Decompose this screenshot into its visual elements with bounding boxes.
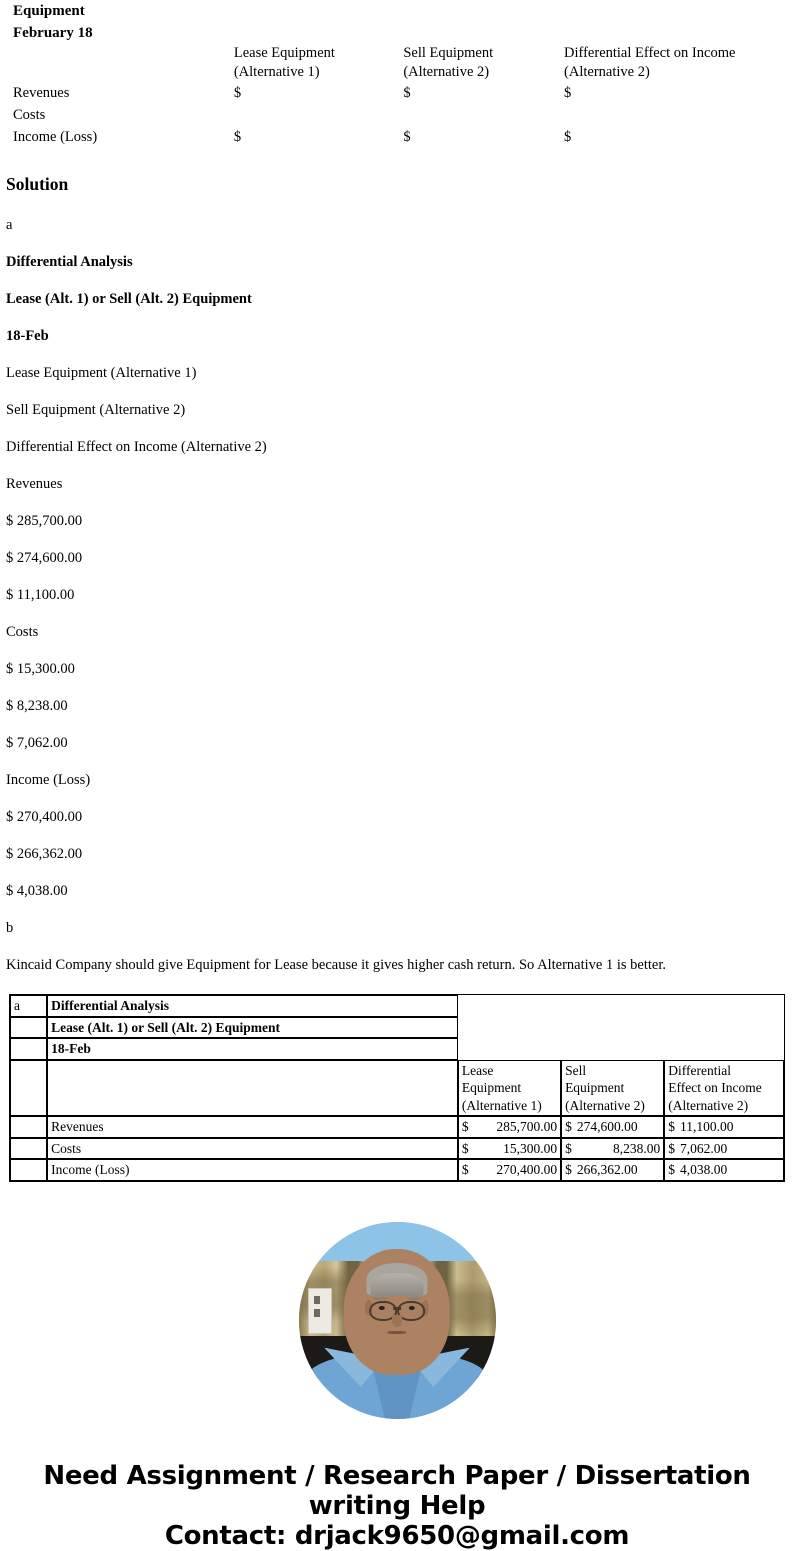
top-header-col-1 bbox=[234, 44, 403, 84]
top-table-row bbox=[0, 128, 794, 150]
table-cell-income-diff bbox=[664, 1159, 784, 1181]
table-row-label: Costs bbox=[47, 1138, 458, 1160]
top-header-col-1-line-1: Lease Equipment bbox=[233, 45, 335, 61]
table-cell-revenues-lease bbox=[458, 1116, 561, 1138]
table-cell-revenues-diff bbox=[664, 1116, 784, 1138]
top-row-value-2 bbox=[403, 106, 564, 128]
currency-symbol: $ bbox=[668, 1119, 675, 1134]
solution-value-costs-lease: $ 15,300.00 bbox=[6, 661, 75, 677]
table-header-sell-line-2: Equipment bbox=[565, 1080, 625, 1095]
table-index-cell-empty bbox=[10, 1060, 47, 1117]
promo-line-1: Need Assignment / Research Paper / Dissertation bbox=[43, 1460, 751, 1491]
amount: 274,600.00 bbox=[576, 1119, 638, 1134]
table-index-cell-empty bbox=[10, 1017, 47, 1039]
currency-symbol: $ bbox=[461, 1119, 469, 1134]
table-cell-revenues-sell bbox=[561, 1116, 664, 1138]
table-index-cell-empty bbox=[10, 1159, 47, 1181]
amount: 7,062.00 bbox=[680, 1140, 728, 1156]
table-cell-income-sell bbox=[561, 1159, 664, 1181]
top-table-header-row bbox=[0, 44, 794, 84]
table-subtitle-cell: Lease (Alt. 1) or Sell (Alt. 2) Equipment bbox=[47, 1017, 458, 1039]
table-index-cell-empty bbox=[10, 1038, 47, 1060]
solution-line-income-loss: Income (Loss) bbox=[6, 772, 91, 788]
table-spacer-cell bbox=[561, 1017, 664, 1039]
table-date-cell: 18-Feb bbox=[47, 1038, 458, 1060]
solution-value-revenues-sell: $ 274,600.00 bbox=[6, 550, 83, 566]
table-row-label: Revenues bbox=[47, 1116, 458, 1138]
amount: 15,300.00 bbox=[503, 1140, 558, 1156]
currency-symbol: $ bbox=[668, 1162, 675, 1177]
solution-line-date: 18-Feb bbox=[6, 328, 49, 344]
table-row bbox=[10, 1116, 784, 1138]
avatar-mouth bbox=[387, 1331, 406, 1334]
top-statement-table bbox=[0, 44, 794, 150]
solution-line-alternatives: Lease (Alt. 1) or Sell (Alt. 2) Equipment bbox=[6, 291, 252, 307]
top-row-value-1: $ bbox=[233, 85, 242, 101]
currency-symbol: $ bbox=[461, 1140, 469, 1156]
table-header-differential bbox=[664, 1060, 784, 1117]
solution-line-lease-equipment: Lease Equipment (Alternative 1) bbox=[6, 365, 197, 381]
avatar-eyebrow-left bbox=[373, 1297, 387, 1300]
top-row-value-1 bbox=[234, 106, 403, 128]
currency-symbol: $ bbox=[668, 1140, 675, 1156]
avatar-glasses-bridge bbox=[393, 1307, 401, 1309]
solution-line-differential-effect: Differential Effect on Income (Alternative 2) bbox=[6, 439, 267, 455]
differential-analysis-table bbox=[9, 994, 785, 1182]
avatar bbox=[299, 1222, 496, 1419]
avatar-container bbox=[0, 1222, 794, 1419]
top-row-value-3: $ bbox=[564, 85, 572, 101]
table-title-cell: Differential Analysis bbox=[47, 995, 458, 1017]
top-row-value-3: $ bbox=[564, 129, 572, 145]
part-b-answer-text: Kincaid Company should give Equipment for Lease because it gives higher cash return. So Alternative 1 is better. bbox=[6, 957, 666, 973]
table-header-row bbox=[10, 1060, 784, 1117]
currency-symbol: $ bbox=[565, 1162, 572, 1177]
table-header-lease-line-3: (Alternative 1) bbox=[461, 1097, 542, 1113]
top-row-label: Revenues bbox=[13, 85, 70, 101]
solution-line-revenues: Revenues bbox=[6, 476, 63, 492]
part-b-label: b bbox=[6, 920, 14, 936]
promo-contact-line: Contact: drjack9650@gmail.com bbox=[164, 1520, 630, 1551]
top-row-value-3 bbox=[564, 106, 794, 128]
top-title-line-2: February 18 bbox=[13, 25, 93, 41]
amount: 266,362.00 bbox=[576, 1162, 638, 1177]
solution-line-differential-analysis: Differential Analysis bbox=[6, 254, 133, 270]
table-index-cell-empty bbox=[10, 1138, 47, 1160]
solution-value-costs-diff: $ 7,062.00 bbox=[6, 735, 68, 751]
table-header-sell-line-3: (Alternative 2) bbox=[565, 1097, 645, 1113]
solution-value-income-lease: $ 270,400.00 bbox=[6, 809, 83, 825]
top-table-row bbox=[0, 106, 794, 128]
table-cell-costs-diff bbox=[664, 1138, 784, 1160]
top-row-label: Income (Loss) bbox=[13, 129, 98, 145]
top-title-line-1: Equipment bbox=[13, 3, 85, 19]
table-header-lease bbox=[458, 1060, 561, 1117]
part-a-label: a bbox=[6, 217, 13, 233]
currency-symbol: $ bbox=[461, 1162, 469, 1177]
amount: 285,700.00 bbox=[496, 1119, 558, 1134]
table-row bbox=[10, 1138, 784, 1160]
avatar-hair bbox=[367, 1263, 428, 1296]
differential-analysis-table-wrapper bbox=[0, 994, 794, 1182]
table-index-cell: a bbox=[10, 995, 47, 1017]
solution-value-revenues-lease: $ 285,700.00 bbox=[6, 513, 83, 529]
table-row-label: Income (Loss) bbox=[47, 1159, 458, 1181]
table-header-sell bbox=[561, 1060, 664, 1117]
solution-section bbox=[0, 173, 794, 974]
table-spacer-cell bbox=[458, 995, 561, 1017]
solution-line-costs: Costs bbox=[6, 624, 39, 640]
solution-value-revenues-diff: $ 11,100.00 bbox=[6, 587, 75, 603]
top-header-col-1-line-2: (Alternative 1) bbox=[233, 64, 320, 80]
amount: 8,238.00 bbox=[613, 1140, 661, 1156]
table-index-cell-empty bbox=[10, 1116, 47, 1138]
solution-line-sell-equipment: Sell Equipment (Alternative 2) bbox=[6, 402, 186, 418]
avatar-background-switchplate bbox=[308, 1288, 332, 1333]
table-row bbox=[10, 1159, 784, 1181]
avatar-face bbox=[344, 1249, 450, 1375]
table-cell-costs-sell bbox=[561, 1138, 664, 1160]
top-table-row bbox=[0, 84, 794, 106]
solution-value-income-sell: $ 266,362.00 bbox=[6, 846, 83, 862]
top-header-col-3-line-2: (Alternative 2) bbox=[564, 64, 650, 80]
table-header-sell-line-1: Sell bbox=[565, 1062, 587, 1078]
table-spacer-cell bbox=[664, 1038, 784, 1060]
currency-symbol: $ bbox=[565, 1140, 572, 1156]
currency-symbol: $ bbox=[565, 1119, 572, 1134]
amount: 11,100.00 bbox=[680, 1119, 734, 1134]
table-spacer-cell bbox=[458, 1017, 561, 1039]
avatar-nose bbox=[392, 1315, 402, 1328]
table-cell-costs-lease bbox=[458, 1138, 561, 1160]
solution-value-costs-sell: $ 8,238.00 bbox=[6, 698, 68, 714]
top-header-blank-cell bbox=[0, 44, 234, 84]
promo-line-2: writing Help bbox=[308, 1490, 486, 1521]
avatar-eyebrow-right bbox=[408, 1297, 422, 1300]
table-cell-income-lease bbox=[458, 1159, 561, 1181]
table-row bbox=[10, 1038, 784, 1060]
top-row-value-2: $ bbox=[403, 129, 411, 145]
table-spacer-cell bbox=[561, 1038, 664, 1060]
table-spacer-cell bbox=[664, 995, 784, 1017]
top-row-label: Costs bbox=[13, 107, 46, 123]
top-header-col-2-line-1: Sell Equipment bbox=[403, 45, 494, 61]
table-header-lease-line-2: Equipment bbox=[461, 1080, 522, 1095]
table-spacer-cell bbox=[561, 995, 664, 1017]
top-row-value-2: $ bbox=[403, 85, 411, 101]
avatar-eye-right bbox=[409, 1306, 415, 1310]
top-row-value-1: $ bbox=[233, 129, 242, 145]
table-header-differential-line-1: Differential bbox=[668, 1062, 731, 1078]
table-row bbox=[10, 995, 784, 1017]
table-spacer-cell bbox=[664, 1017, 784, 1039]
table-header-lease-line-1: Lease bbox=[461, 1062, 494, 1078]
top-header-col-3-line-1: Differential Effect on Income bbox=[564, 45, 736, 61]
amount: 4,038.00 bbox=[680, 1162, 728, 1177]
top-header-col-2-line-2: (Alternative 2) bbox=[403, 64, 490, 80]
table-header-blank-cell bbox=[47, 1060, 458, 1117]
table-spacer-cell bbox=[458, 1038, 561, 1060]
amount: 270,400.00 bbox=[496, 1162, 558, 1177]
solution-heading: Solution bbox=[6, 174, 69, 194]
table-header-differential-line-2: Effect on Income bbox=[668, 1080, 762, 1095]
promo-block bbox=[0, 1461, 794, 1551]
top-header-col-3 bbox=[564, 44, 794, 84]
table-header-differential-line-3: (Alternative 2) bbox=[668, 1097, 749, 1113]
avatar-eye-left bbox=[379, 1306, 385, 1310]
top-statement-block bbox=[0, 0, 794, 150]
solution-value-income-diff: $ 4,038.00 bbox=[6, 883, 68, 899]
top-header-col-2 bbox=[403, 44, 564, 84]
table-row bbox=[10, 1017, 784, 1039]
